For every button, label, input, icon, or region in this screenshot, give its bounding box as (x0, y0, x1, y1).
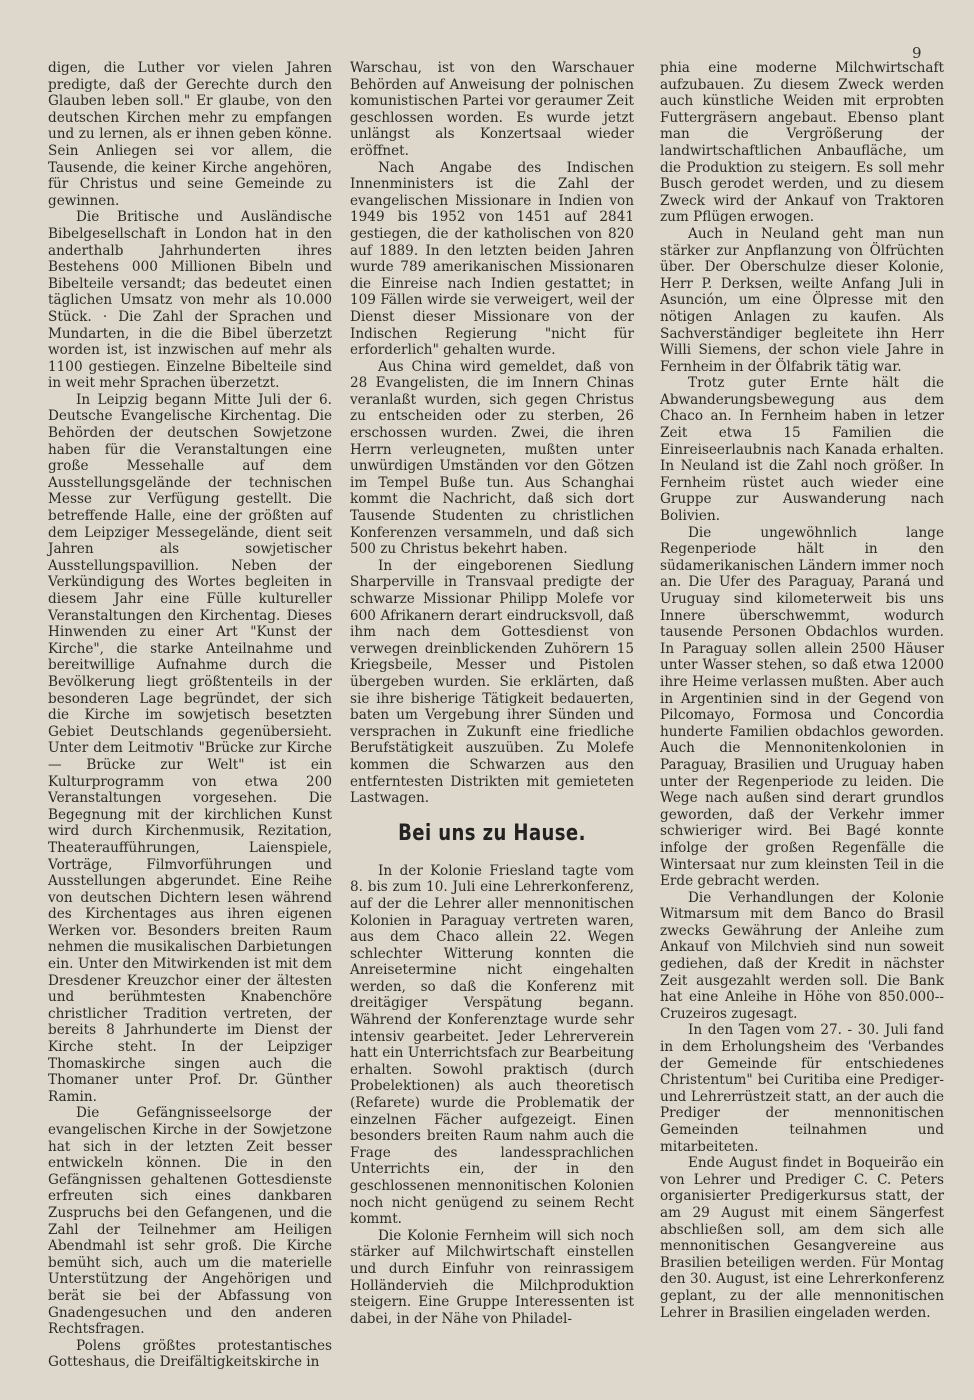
section-heading: Bei uns zu Hause. (398, 820, 586, 846)
paragraph: Auch in Neuland geht man nun stärker zur Anpflanzung von Ölfrüchten über. Der Oberschulze dieser Kolonie, Herr P. Derksen, weilte Anfang Juli in Asunción, um eine Ölpresse mit den nötigen Anlagen zu kaufen. Als Sachverständiger begleitete ihn Herr Willi Siemens, der schon viele Jahre in Fernheim in der Ölfabrik tätig war. (660, 225, 944, 375)
paragraph: In den Tagen vom 27. - 30. Juli fand in dem Erholungsheim des 'Verbandes der Gemeinde für entschiedenes Christentum" bei Curitiba eine Prediger- und Lehrerrüstzeit statt, an der auch die Prediger der mennonitischen Gemeinden teilnahmen und mitarbeiteten. (660, 1022, 944, 1155)
paragraph: Die Kolonie Fernheim will sich noch stärker auf Milchwirtschaft einstellen und durch Einfuhr von reinrassigem Holländervieh die Milchproduktion steigern. Eine Gruppe Interessenten ist dabei, in der Nähe von Philadel- (350, 1227, 634, 1327)
paragraph: phia eine moderne Milchwirtschaft aufzubauen. Zu diesem Zweck werden auch künstliche Weiden mit erprobten Futtergräsern angebaut. Ebenso plant man die Vergrößerung der landwirtschaftlichen Anbaufläche, um die Produktion zu steigern. Es soll mehr Busch gerodet werden, und zu diesem Zweck wird der Ankauf von Traktoren zum Pflügen erwogen. (660, 60, 944, 226)
paragraph: Die Britische und Ausländische Bibelgesellschaft in London hat in den anderthalb Jahrhunderten ihres Bestehens 000 Millionen Bibeln und Bibelteile versandt; das bedeutet einen täglichen Umsatz von mehr als 10.000 Stück. · Die Zahl der Sprachen und Mundarten, in die die Bibel überzetzt worden ist, ist inzwischen auf mehr als 1100 gestiegen. Einzelne Bibelteile sind in weit mehr Sprachen überzetzt. (48, 209, 332, 392)
paragraph: Die Gefängnisseelsorge der evangelischen Kirche in der Sowjetzone hat sich in der letzten Zeit besser entwickeln können. Die in den Gefängnissen gehaltenen Gottesdienste erfreuten sich eines dankbaren Zuspruchs bei den Gefangenen, und die Zahl der Teilnehmer am Heiligen Abendmahl ist sehr groß. Die Kirche bemüht sich, auch um die materielle Unterstützung der Angehörigen und berät sie bei der Abfassung von Gnadengesuchen und den anderen Rechtsfragen. (48, 1105, 332, 1338)
paragraph: Polens größtes protestantisches Gotteshaus, die Dreifältigkeitskirche in (48, 1337, 332, 1371)
paragraph: Aus China wird gemeldet, daß von 28 Evangelisten, die im Innern Chinas veranlaßt wurden, sich gegen Christus zu entscheiden oder zu sterben, 26 erschossen wurden. Zwei, die ihren Herrn verleugneten, mußten unter unwürdigen Umständen vor den Götzen im Tempel Buße tun. Aus Schanghai kommt die Nachricht, daß sich dort Tausende Studenten zu christlichen Konferenzen versammeln, und daß sich 500 zu Christus bekehrt haben. (350, 358, 634, 558)
paragraph: Trotz guter Ernte hält die Abwanderungsbewegung aus dem Chaco an. In Fernheim haben in letzer Zeit etwa 15 Familien die Einreiseerlaubnis nach Kanada erhalten. In Neuland ist die Zahl noch größer. In Fernheim rüstet auch wieder eine Gruppe zur Auswanderung nach Bolivien. (660, 375, 944, 525)
paragraph: Warschau, ist von den Warschauer Behörden auf Anweisung der polnischen komunistischen Partei vor geraumer Zeit geschlossen worden. Es wurde jetzt unlängst als Konzertsaal wieder eröffnet. (350, 60, 634, 159)
paragraph: In der Kolonie Friesland tagte vom 8. bis zum 10. Juli eine Lehrerkonferenz, auf der die Lehrer aller mennonitischen Kolonien in Paraguay vertreten waren, aus dem Chaco allein 22. Wegen schlechter Witterung konnten die Anreisetermine nicht eingehalten werden, so daß die Konferenz mit dreitägiger Verspätung begann. Während der Konferenztage wurde sehr intensiv gearbeitet. Jeder Lehrerverein hatt ein Unterrichtsfach zur Bearbeitung erhalten. Sowohl praktisch (durch Probelektionen) als auch theoretisch (Refarete) wurde die Problematik der einzelnen Fächer aufgezeigt. Einen besonders breiten Raum nahm auch die Frage des landessprachlichen Unterrichts ein, der in den geschlossenen mennonitischen Kolonien noch nicht genügend zu seinem Recht kommt. (350, 862, 634, 1228)
page-number: 9 (912, 44, 922, 62)
column-2 (350, 60, 634, 1327)
paragraph: Die Verhandlungen der Kolonie Witmarsum mit dem Banco do Brasil zwecks Gewährung der Anleihe zum Ankauf von Milchvieh sind nun soweit gediehen, daß der Kredit in nächster Zeit ausgezahlt werden soll. Die Bank hat eine Anleihe in Höhe von 850.000-- Cruzeiros zugesagt. (660, 889, 944, 1022)
column-1 (48, 60, 332, 1371)
paragraph: In Leipzig begann Mitte Juli der 6. Deutsche Evangelische Kirchentag. Die Behörden der deutschen Sowjetzone haben für die Veranstaltungen eine große Messehalle auf dem Ausstellungsgelände der technischen Messe zur Verfügung gestellt. Die betreffende Halle, eine der größten auf dem Leipziger Messegelände, dient seit Jahren als sowjetischer Ausstellungspavillion. Neben der Verkündigung des Wortes begleiten in diesem Jahr eine Fülle kultureller Veranstaltungen den Kirchentag. Dieses Hinwenden zu einer Art "Kunst der Kirche", die starke Anteilnahme und bereitwillige Aufnahme durch die Bevölkerung liegt größtenteils in der besonderen Lage begründet, der sich die Kirche im sowjetisch besetzten Gebiet Deutschlands gegenübersieht. Unter dem Leitmotiv "Brücke zur Kirche — Brücke zur Welt" ist ein Kulturprogramm von etwa 200 Veranstaltungen vorgesehen. Die Begegnung mit der kirchlichen Kunst wird durch Kirchenmusik, Rezitation, Theateraufführungen, Laienspiele, Vorträge, Filmvorführungen und Ausstellungen abgerundet. Eine Reihe von deutschen Dichtern lesen während des Kirchentages aus ihren eigenen Werken vor. Besonders breiten Raum nehmen die musikalischen Darbietungen ein. Unter den Mitwirkenden ist mit dem Dresdener Kreuzchor einer der ältesten und berühmtesten Knabenchöre christlicher Tradition vertreten, der bereits 8 Jahrhunderte im Dienst der Kirche steht. In der Leipziger Thomaskirche singen auch die Thomaner unter Prof. Dr. Günther Ramin. (48, 391, 332, 1105)
paragraph: Die ungewöhnlich lange Regenperiode hält in den südamerikanischen Ländern immer noch an. Die Ufer des Paraguay, Paraná und Uruguay sind kilometerweit bis uns Innere überschwemmt, wodurch tausende Personen Obdachlos wurden. In Paraguay sollen allein 2500 Häuser unter Wasser stehen, so daß etwa 12000 ihre Heime verlassen mußten. Aber auch in Argentinien sind in der Gegend von Pilcomayo, Formosa und Concordia hunderte Familien obdachlos geworden. Auch die Mennonitenkolonien in Paraguay, Brasilien und Uruguay haben unter der Regenperiode zu leiden. Die Wege nach außen sind derart grundlos geworden, daß der Verkehr immer schwieriger wird. Bei Bagé konnte infolge der großen Regenfälle die Wintersaat nur zum kleinsten Teil in die Erde gebracht werden. (660, 524, 944, 890)
paragraph: Ende August findet in Boqueirão ein von Lehrer und Prediger C. C. Peters organisierter Predigerkursus statt, der am 29 August mit einem Sängerfest abschließen soll, am dem sich alle mennonitischen Gesangvereine aus Brasilien beteiligen werden. Für Montag den 30. August, ist eine Lehrerkonferenz geplant, zu der alle mennonitischen Lehrer in Brasilien eingeladen werden. (660, 1155, 944, 1321)
column-3 (660, 60, 944, 1321)
paragraph: In der eingeborenen Siedlung Sharperville in Transvaal predigte der schwarze Missionar Philipp Molefe vor 600 Afrikanern derart eindrucksvoll, daß ihm nach dem Gottesdienst von verwegen dreinblickenden Zuhörern 15 Kriegsbeile, Messer und Pistolen übergeben wurden. Sie erklärten, daß sie ihre bisherige Tätigkeit bedauerten, baten um Vergebung ihrer Sünden und versprachen in Zukunft eine friedliche Berufstätigkeit auszuüben. Zu Molefe kommen die Schwarzen aus den entferntesten Distrikten mit gemieteten Lastwagen. (350, 557, 634, 807)
paragraph: Nach Angabe des Indischen Innenministers ist die Zahl der evangelischen Missionare in Indien von 1949 bis 1952 von 1451 auf 2841 gestiegen, die der katholischen von 820 auf 1889. In den letzten beiden Jahren wurde 789 amerikanischen Missionaren die Einreise nach Indien gestattet; in 109 Fällen wirde sie verweigert, weil der Dienst dieser Missionare von der Indischen Regierung "nicht für erforderlich" gehalten wurde. (350, 159, 634, 359)
paragraph: digen, die Luther vor vielen Jahren predigte, daß der Gerechte durch den Glauben leben soll." Er glaube, von den deutschen Kirchen mehr zu empfangen und zu lernen, als er ihnen geben könne. Sein Anliegen sei vor allem, die Tausende, die keiner Kirche angehören, für Christus und seine Gemeinde zu gewinnen. (48, 60, 332, 209)
